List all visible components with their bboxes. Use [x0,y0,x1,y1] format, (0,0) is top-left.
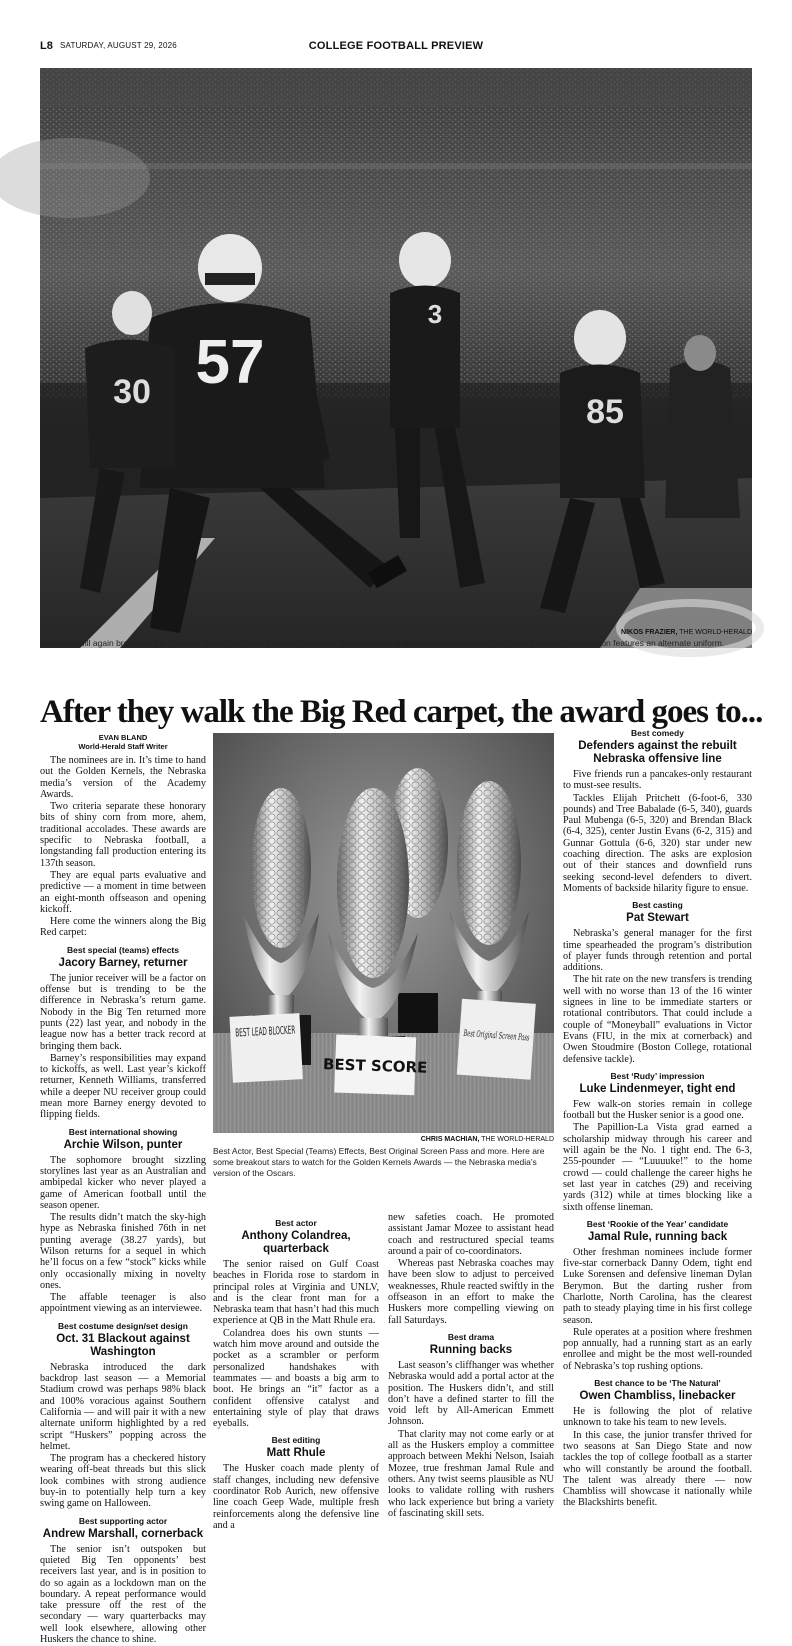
sign-text-3: Best Original Screen Pass [463,1028,582,1048]
lead-photo-caption: Nebraska will again break out the Blackout game. Last year’s against Southern California was a unique environment and this year’s against Washington features an alternate uniform. [40,638,725,648]
issue-date: SATURDAY, AUGUST 29, 2026 [60,41,177,50]
award-category: Best chance to be ‘The Natural’ [594,1378,721,1389]
body-paragraph: They are equal parts evaluative and predictive — a moment in time between an eight-month offseason and opening kickoff. [40,869,206,915]
body-paragraph: new safeties coach. He promoted assistant Jamar Mozee to assistant head coach and restructured special teams around a pair of co-coordinators. [388,1212,554,1257]
body-paragraph: The program has a checkered history wearing off-beat threads but this slick look combines with strong audience buy-in to potentially help turn a key swing game on Halloween. [40,1453,206,1510]
award-category: Best actor [275,1218,317,1228]
award-winner: Archie Wilson, punter [63,1138,183,1151]
body-paragraph: The senior raised on Gulf Coast beaches in Florida rose to stardom in principal roles at Virginia and UNLV, and is the clear front man for a Nebraska team that hasn’t had this much experience at QB in the Matt Rhule era. [213,1259,379,1327]
jersey-number-30: 30 [113,373,151,411]
trophy-photo-credit-name: CHRIS MACHIAN, [420,1136,480,1143]
body-paragraph: The sophomore brought sizzling storylines last year as an Australian and ambipedal kicker who never played a game of American football until the season opener. [40,1154,206,1211]
award-category: Best casting [632,900,683,911]
award-winner: Jamal Rule, running back [587,1230,728,1243]
body-paragraph: Nebraska introduced the dark backdrop last season — a Memorial Stadium crowd was perhaps 98% black and 100% voracious against Southern California — and will pair it with a new alternate uniform highlighted by a red script “Huskers” popping across the helmet. [40,1361,206,1452]
award-category: Best special (teams) effects [67,944,179,955]
body-paragraph: Tackles Elijah Pritchett (6-foot-6, 330 pounds) and Tree Babalade (6-5, 340), guards Paul Mubenga (6-5, 320) and Brendan Black (6-4, 325), center Justin Evans (6-2, 315) and Gunnar Gottula (6-6, 320) star under new coaching direction. The asks are explosion out of their stances and downfield runs seeking second-level defenders to divert. Moments of backside hilarity figure to ensue. [563,792,752,894]
jersey-number-3: 3 [427,299,443,329]
trophy-photo-graphic [213,733,582,1133]
award-winner: Defenders against the rebuilt Nebraska offensive line [578,740,737,765]
body-paragraph: The results didn’t match the sky-high hype as Nebraska finished 76th in net punting average (38.27 yards), but Wilson returns for a sequel in which he’ll focus on a few “stock” kicks while only occasionally mixing in novelty ones. [40,1212,206,1291]
award-winner: Jacory Barney, returner [58,956,188,969]
sign-text-1: BEST LEAD BLOCKER [234,1020,352,1040]
body-paragraph: In this case, the junior transfer thrived for two seasons at San Diego State and now tackles the top of college football as a starter who will constantly be around the football. The talent was already there — now Chambliss will showcase it nationally while the Blackshirts benefit. [563,1429,752,1509]
body-paragraph: Barney’s responsibilities may expand to kickoffs, as well. Last year’s kickoff returner, Kenneth Williams, transferred while a deeper NU receiver group could mean more Barney energy devoted to flipping fields. [40,1052,206,1121]
award-winner: Anthony Colandrea, quarterback [241,1230,351,1255]
award-category: Best supporting actor [78,1515,168,1526]
award-winner: Running backs [429,1343,513,1356]
folio [40,40,752,56]
sign-text-2: BEST SCORE [322,1055,428,1077]
lead-photo-credit-name: NIKOS FRAZIER, [621,629,678,636]
award-category: Best ‘Rudy’ impression [610,1070,705,1081]
body-paragraph: Two criteria separate these honorary bits of shiny corn from more, ahem, traditional accolades. These awards are specific to Nebraska football, a longstanding fall production entering its 137th season. [40,801,206,869]
award-category: Best comedy [631,728,684,738]
body-paragraph: Other freshman nominees include former five-star cornerback Danny Odem, tight end Luke Sorensen and defensive lineman Dylan Berymon. But the darting rusher from Charlotte, North Carolina, has the clearest path to steady playing time in his first college season. [563,1246,752,1326]
trophy-photo-credit-org: THE WORLD-HERALD [481,1136,554,1143]
trophy-photo-credit [213,1136,554,1143]
body-paragraph: The junior receiver will be a factor on offense but is trending to be the difference in Nebraska’s return game. Nobody in the Big Ten returned more punts (22) last year, and nobody in the league now has a better track record at bringing them back. [40,972,206,1052]
award-winner: Owen Chambliss, linebacker [579,1390,736,1403]
award-category: Best costume design/set design [58,1320,188,1331]
body-paragraph: Here come the winners along the Big Red carpet: [40,916,206,939]
column-1 [40,733,206,1646]
body-paragraph: The senior isn’t outspoken but quieted Big Ten opponents’ best receivers last year, and is in position to do so again as a lockdown man on the boundary. A repeat performance would take pressure off the rest of the secondary — wary quarterbacks may well look elsewhere, allowing other Huskers the chance to shine. [40,1543,206,1645]
byline-name: EVAN BLAND [98,733,148,742]
award-winner: Oct. 31 Blackout against Washington [56,1332,190,1358]
award-category: Best drama [447,1331,495,1342]
award-winner: Pat Stewart [626,912,689,925]
lead-photo-graphic [40,68,752,648]
body-paragraph: The Papillion-La Vista grad earned a scholarship midway through his career and will again be the No. 1 tight end. The 6-3, 255-pounder — “Luuuuke!” to the home crowd — could challenge the career highs he set last year in catches (29) and receiving yards (312) while at times blocking like a sixth offense lineman. [563,1122,752,1213]
body-paragraph: Nebraska’s general manager for the first time spearheaded the program’s distribution of player funds through retention and portal additions. [563,928,752,974]
body-paragraph: Colandrea does his own stunts — watch him move around and outside the pocket as a scrambler or perform personalized handshakes with teammates — and boasts a big arm to boot. He brings an “it” factor as a confident offensive catalyst and entertaining style of play that draws eyeballs. [213,1327,379,1430]
lead-photo-credit-org: THE WORLD-HERALD [679,629,752,636]
award-category: Best editing [271,1435,321,1446]
award-winner: Andrew Marshall, cornerback [42,1527,204,1540]
body-paragraph: Last season’s cliffhanger was whether Nebraska would add a portal actor at the position. The Huskers didn’t, and still don’t have a defined starter to fill the void left by All-American Emmett Johnson. [388,1359,554,1428]
headline: After they walk the Big Red carpet, the award goes to... [40,694,763,730]
section-title: COLLEGE FOOTBALL PREVIEW [308,40,484,52]
award-winner: Luke Lindenmeyer, tight end [579,1082,736,1095]
jersey-number-57: 57 [195,328,265,397]
column-2 [213,1212,379,1532]
body-paragraph: He is following the plot of relative unknown to take his team to new levels. [563,1406,752,1429]
body-paragraph: Few walk-on stories remain in college football but the Husker senior is a good one. [563,1098,752,1122]
page-number: L8 [40,40,53,52]
body-paragraph: The nominees are in. It’s time to hand out the Golden Kernels, the Nebraska media’s version of the Academy Awards. [40,755,206,800]
award-category: Best ‘Rookie of the Year’ candidate [586,1218,729,1229]
body-paragraph: Rule operates at a position where freshmen pop annually, had a running start as an early enrollee and might be the most well-rounded of Nebraska’s top rushing options. [563,1326,752,1372]
body-paragraph: The affable teenager is also appointment viewing as an interviewee. [40,1292,206,1315]
award-winner: Matt Rhule [266,1447,326,1460]
body-paragraph: That clarity may not come early or at all as the Huskers employ a committee approach between Mekhi Nelson, Isaiah Mozee, true freshman Jamal Rule and others. Any twist seems plausible as NU looks to validate rolling with rushers who lack experience but bring a variety of fascinating skill sets. [388,1428,554,1519]
body-paragraph: The Husker coach made plenty of staff changes, including new defensive coordinator Rob Aurich, new offensive line coach Geep Wade, multiple fresh reinforcements along the defensive line and a [213,1463,379,1531]
sign-best-score [322,1034,428,1096]
body-paragraph: Five friends run a pancakes-only restaurant to must-see results. [563,769,752,792]
sign-best-lead-blocker [229,1013,352,1083]
trophy-photo [213,733,582,1133]
byline-title: World-Herald Staff Writer [78,742,168,751]
jersey-number-85: 85 [586,393,624,431]
column-4 [563,722,752,1510]
award-category: Best international showing [68,1126,178,1137]
body-paragraph: The hit rate on the new transfers is trending well with no worse than 13 of the 16 winter signees in line to be immediate starters or rotational contributors. That could include a couple of “Moneyball” evaluations in Victor Evans (FIU, in the mix at cornerback) and Owen Stoudmire (Boston College, rotational defensive tackle). [563,974,752,1065]
body-paragraph: Whereas past Nebraska coaches may have been slow to adjust to perceived weaknesses, Rhule reacted swiftly in the offseason in an effort to make the Huskers more compelling viewing on fall Saturdays. [388,1258,554,1326]
column-3 [388,1212,554,1520]
lead-photo [40,68,752,648]
lead-photo-credit [400,629,752,636]
sign-best-original-screen-pass [457,999,582,1080]
trophy-photo-caption: Best Actor, Best Special (Teams) Effects, Best Original Screen Pass and more. Here are some breakout stars to watch for the Golden Kernels Awards — the Nebraska media’s version of the Oscars. [213,1146,545,1178]
